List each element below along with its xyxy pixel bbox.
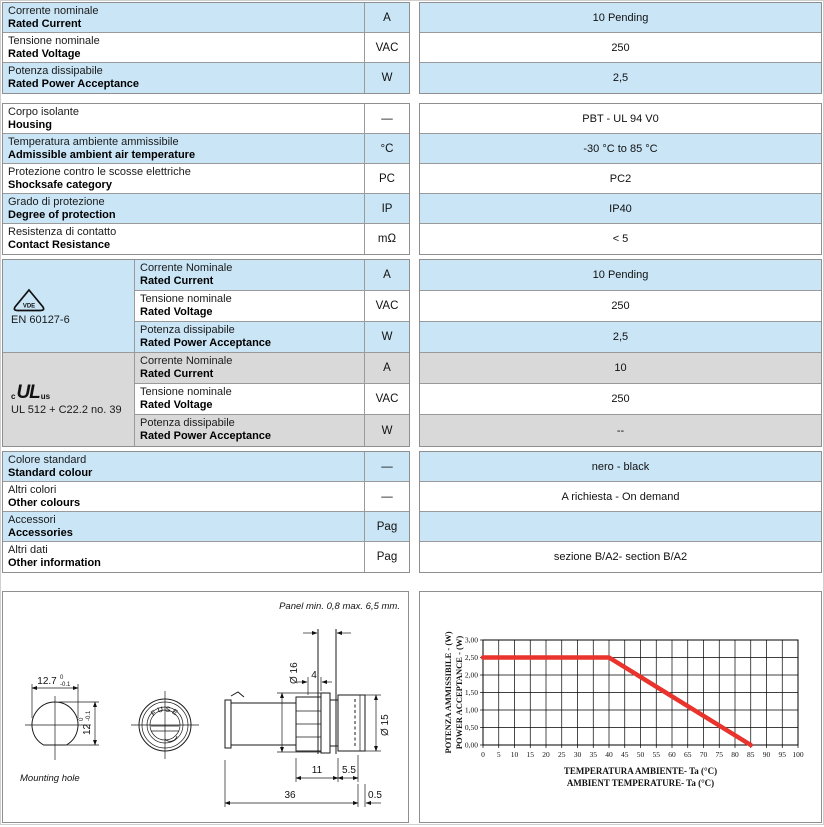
dim-tol-upper: 0 [60,675,64,681]
svg-text:5: 5 [496,750,501,759]
cert-row-label [135,322,364,353]
row-label-en: Rated Voltage [140,305,213,318]
row-label-en: Rated Current [140,274,214,287]
row-label-it: Tensione nominale [140,293,232,305]
svg-text:75: 75 [715,750,723,759]
svg-text:0,00: 0,00 [464,740,478,750]
svg-text:100: 100 [792,750,804,759]
unit-cell: A [364,260,409,291]
row-label-it: Altri dati [8,544,48,556]
svg-text:POWER ACCEPTANCE - (W): POWER ACCEPTANCE - (W) [454,635,464,750]
dim-tol-upper: 0 [79,717,85,721]
vde-logo-text: VDE [22,303,36,309]
unit-cell: W [364,415,409,446]
cert-row-label [135,260,364,291]
derating-chart [420,592,821,822]
row-label-it: Resistenza di contatto [8,226,117,238]
svg-text:65: 65 [684,750,692,759]
table-row [3,542,409,572]
unit-cell: — [364,482,409,511]
unit-cell: VAC [364,33,409,62]
certifications-section [2,259,822,447]
svg-text:2,00: 2,00 [464,670,478,680]
svg-text:25: 25 [558,750,566,759]
cert-row-label [135,384,364,415]
svg-text:AMBIENT TEMPERATURE- Ta (°C): AMBIENT TEMPERATURE- Ta (°C) [566,778,715,788]
value-cell: 10 [420,353,821,384]
table-row [3,33,409,63]
unit-cell: IP [364,194,409,223]
dim-55: 5.5 [342,765,356,776]
colour-info-section [2,451,822,573]
row-label-it: Altri colori [8,484,57,496]
ul-logo-prefix: c [11,392,16,401]
unit-cell: VAC [364,291,409,322]
row-label-en: Rated Current [140,367,214,380]
row-label-en: Degree of protection [8,208,116,221]
row-label-it: Colore standard [8,454,87,466]
dim-tol-lower: -0.1 [60,682,71,688]
characteristics-value-table [419,103,822,255]
row-label-en: Rated Power Acceptance [140,429,272,442]
svg-text:80: 80 [731,750,739,759]
unit-cell: — [364,104,409,133]
svg-text:10: 10 [510,750,519,759]
unit-cell: W [364,63,409,93]
electrical-ratings-section [2,2,822,94]
ul-logo-suffix: us [40,392,51,401]
row-label-it: Accessori [8,514,56,526]
unit-cell: A [364,3,409,32]
row-label-it: Protezione contro le scosse elettriche [8,166,191,178]
vde-certification-cell [3,260,135,353]
svg-text:2,50: 2,50 [464,653,478,663]
unit-cell: W [364,322,409,353]
dim-flange-dia: Ø 16 [289,662,300,684]
row-label-en: Rated Voltage [140,398,213,411]
mounting-hole-view [20,675,99,784]
cert-row-label [135,353,364,384]
value-cell: 250 [420,33,821,63]
row-label-en: Contact Resistance [8,238,111,251]
ratings-label-table [2,2,410,94]
value-cell: 250 [420,384,821,415]
general-characteristics-section [2,103,822,255]
certifications-value-table [419,259,822,447]
unit-cell: A [364,353,409,384]
value-cell: PC2 [420,164,821,194]
unit-cell: VAC [364,384,409,415]
svg-text:50: 50 [636,750,645,759]
row-label-it: Corrente Nominale [140,262,233,274]
row-label-en: Other information [8,556,101,569]
svg-text:90: 90 [762,750,771,759]
svg-text:0,50: 0,50 [464,723,478,733]
colour-label-table [2,451,410,573]
svg-text:15: 15 [526,750,534,759]
row-label-en: Rated Current [8,17,82,30]
svg-text:1,50: 1,50 [464,688,478,698]
dim-cap-dia: Ø 15 [380,714,391,736]
svg-text:1,00: 1,00 [464,705,478,715]
row-label-it: Temperatura ambiente ammissibile [8,136,179,148]
table-row [3,3,409,33]
value-cell: 10 Pending [420,3,821,33]
svg-text:95: 95 [778,750,786,759]
row-label-it: Corpo isolante [8,106,79,118]
svg-text:55: 55 [652,750,660,759]
row-label-en: Accessories [8,526,73,539]
value-cell: -30 °C to 85 °C [420,134,821,164]
value-cell: < 5 [420,224,821,254]
svg-text:85: 85 [747,750,755,759]
derating-chart-panel [419,591,822,823]
cert-row-label [135,415,364,446]
table-row [3,224,409,254]
table-row [3,63,409,93]
row-label-it: Potenza dissipabile [140,417,235,429]
svg-text:40: 40 [605,750,613,759]
unit-cell: Pag [364,542,409,572]
table-row [3,104,409,134]
row-label-en: Admissible ambient air temperature [8,148,196,161]
unit-cell: mΩ [364,224,409,254]
value-cell: 250 [420,291,821,322]
svg-text:35: 35 [589,750,597,759]
row-label-it: Grado di protezione [8,196,105,208]
value-cell [420,512,821,542]
row-label-en: Housing [8,118,52,131]
svg-text:45: 45 [621,750,629,759]
table-row [3,164,409,194]
dim-4: 4 [311,670,317,681]
dim-tol-lower: -0.1 [86,710,92,721]
dim-hole-width: 12.7 [37,676,57,687]
row-label-en: Standard colour [8,466,93,479]
value-cell: PBT - UL 94 V0 [420,104,821,134]
svg-text:20: 20 [542,750,550,759]
ratings-value-table [419,2,822,94]
value-cell: 2,5 [420,322,821,353]
value-cell: 2,5 [420,63,821,93]
mounting-hole-label: Mounting hole [20,773,80,784]
certifications-label-table [2,259,410,447]
svg-text:TEMPERATURA AMBIENTE- Ta (°C): TEMPERATURA AMBIENTE- Ta (°C) [563,766,718,776]
row-label-en: Shocksafe category [8,178,112,191]
row-label-it: Potenza dissipabile [8,65,103,77]
value-cell: -- [420,415,821,446]
svg-text:POTENZA AMMISSIBILE - (W): POTENZA AMMISSIBILE - (W) [443,631,453,754]
cert-row-label [135,291,364,322]
fuseholder-side-view [225,601,400,807]
unit-cell: PC [364,164,409,193]
fuse-label: FUSE [149,704,181,719]
table-row [3,134,409,164]
value-cell: sezione B/A2- section B/A2 [420,542,821,572]
row-label-en: Other colours [8,496,81,509]
value-cell: nero - black [420,452,821,482]
dim-36: 36 [284,790,296,801]
row-label-en: Rated Power Acceptance [8,77,140,90]
vde-logo [11,287,47,312]
row-label-en: Rated Power Acceptance [140,336,272,349]
table-row [3,482,409,512]
c-ul-us-logo [11,383,134,402]
dim-hole-height: 12 [82,723,93,735]
ul-certification-cell [3,353,135,446]
row-label-it: Tensione nominale [140,386,232,398]
unit-cell: — [364,452,409,481]
vde-standard: EN 60127-6 [11,313,70,326]
row-label-it: Tensione nominale [8,35,100,47]
svg-text:30: 30 [573,750,582,759]
characteristics-label-table [2,103,410,255]
panel-note: Panel min. 0,8 max. 6,5 mm. [279,601,400,612]
unit-cell: Pag [364,512,409,541]
dim-11: 11 [311,765,323,776]
ul-logo-mark: UL [16,382,40,403]
dim-05: 0.5 [368,790,382,801]
table-row [3,512,409,542]
technical-drawing [3,592,408,822]
row-label-it: Potenza dissipabile [140,324,235,336]
table-row [3,452,409,482]
value-cell: A richiesta - On demand [420,482,821,512]
technical-drawing-panel [2,591,409,823]
ul-standard: UL 512 + C22.2 no. 39 [11,404,122,416]
value-cell: IP40 [420,194,821,224]
row-label-it: Corrente Nominale [140,355,233,367]
fuseholder-front-view [131,691,199,759]
row-label-it: Corrente nominale [8,5,99,17]
svg-text:0: 0 [481,750,485,759]
unit-cell: °C [364,134,409,163]
colour-value-table [419,451,822,573]
svg-text:3,00: 3,00 [464,635,478,645]
svg-text:60: 60 [668,750,676,759]
row-label-en: Rated Voltage [8,47,81,60]
svg-text:70: 70 [699,750,708,759]
table-row [3,194,409,224]
value-cell: 10 Pending [420,260,821,291]
